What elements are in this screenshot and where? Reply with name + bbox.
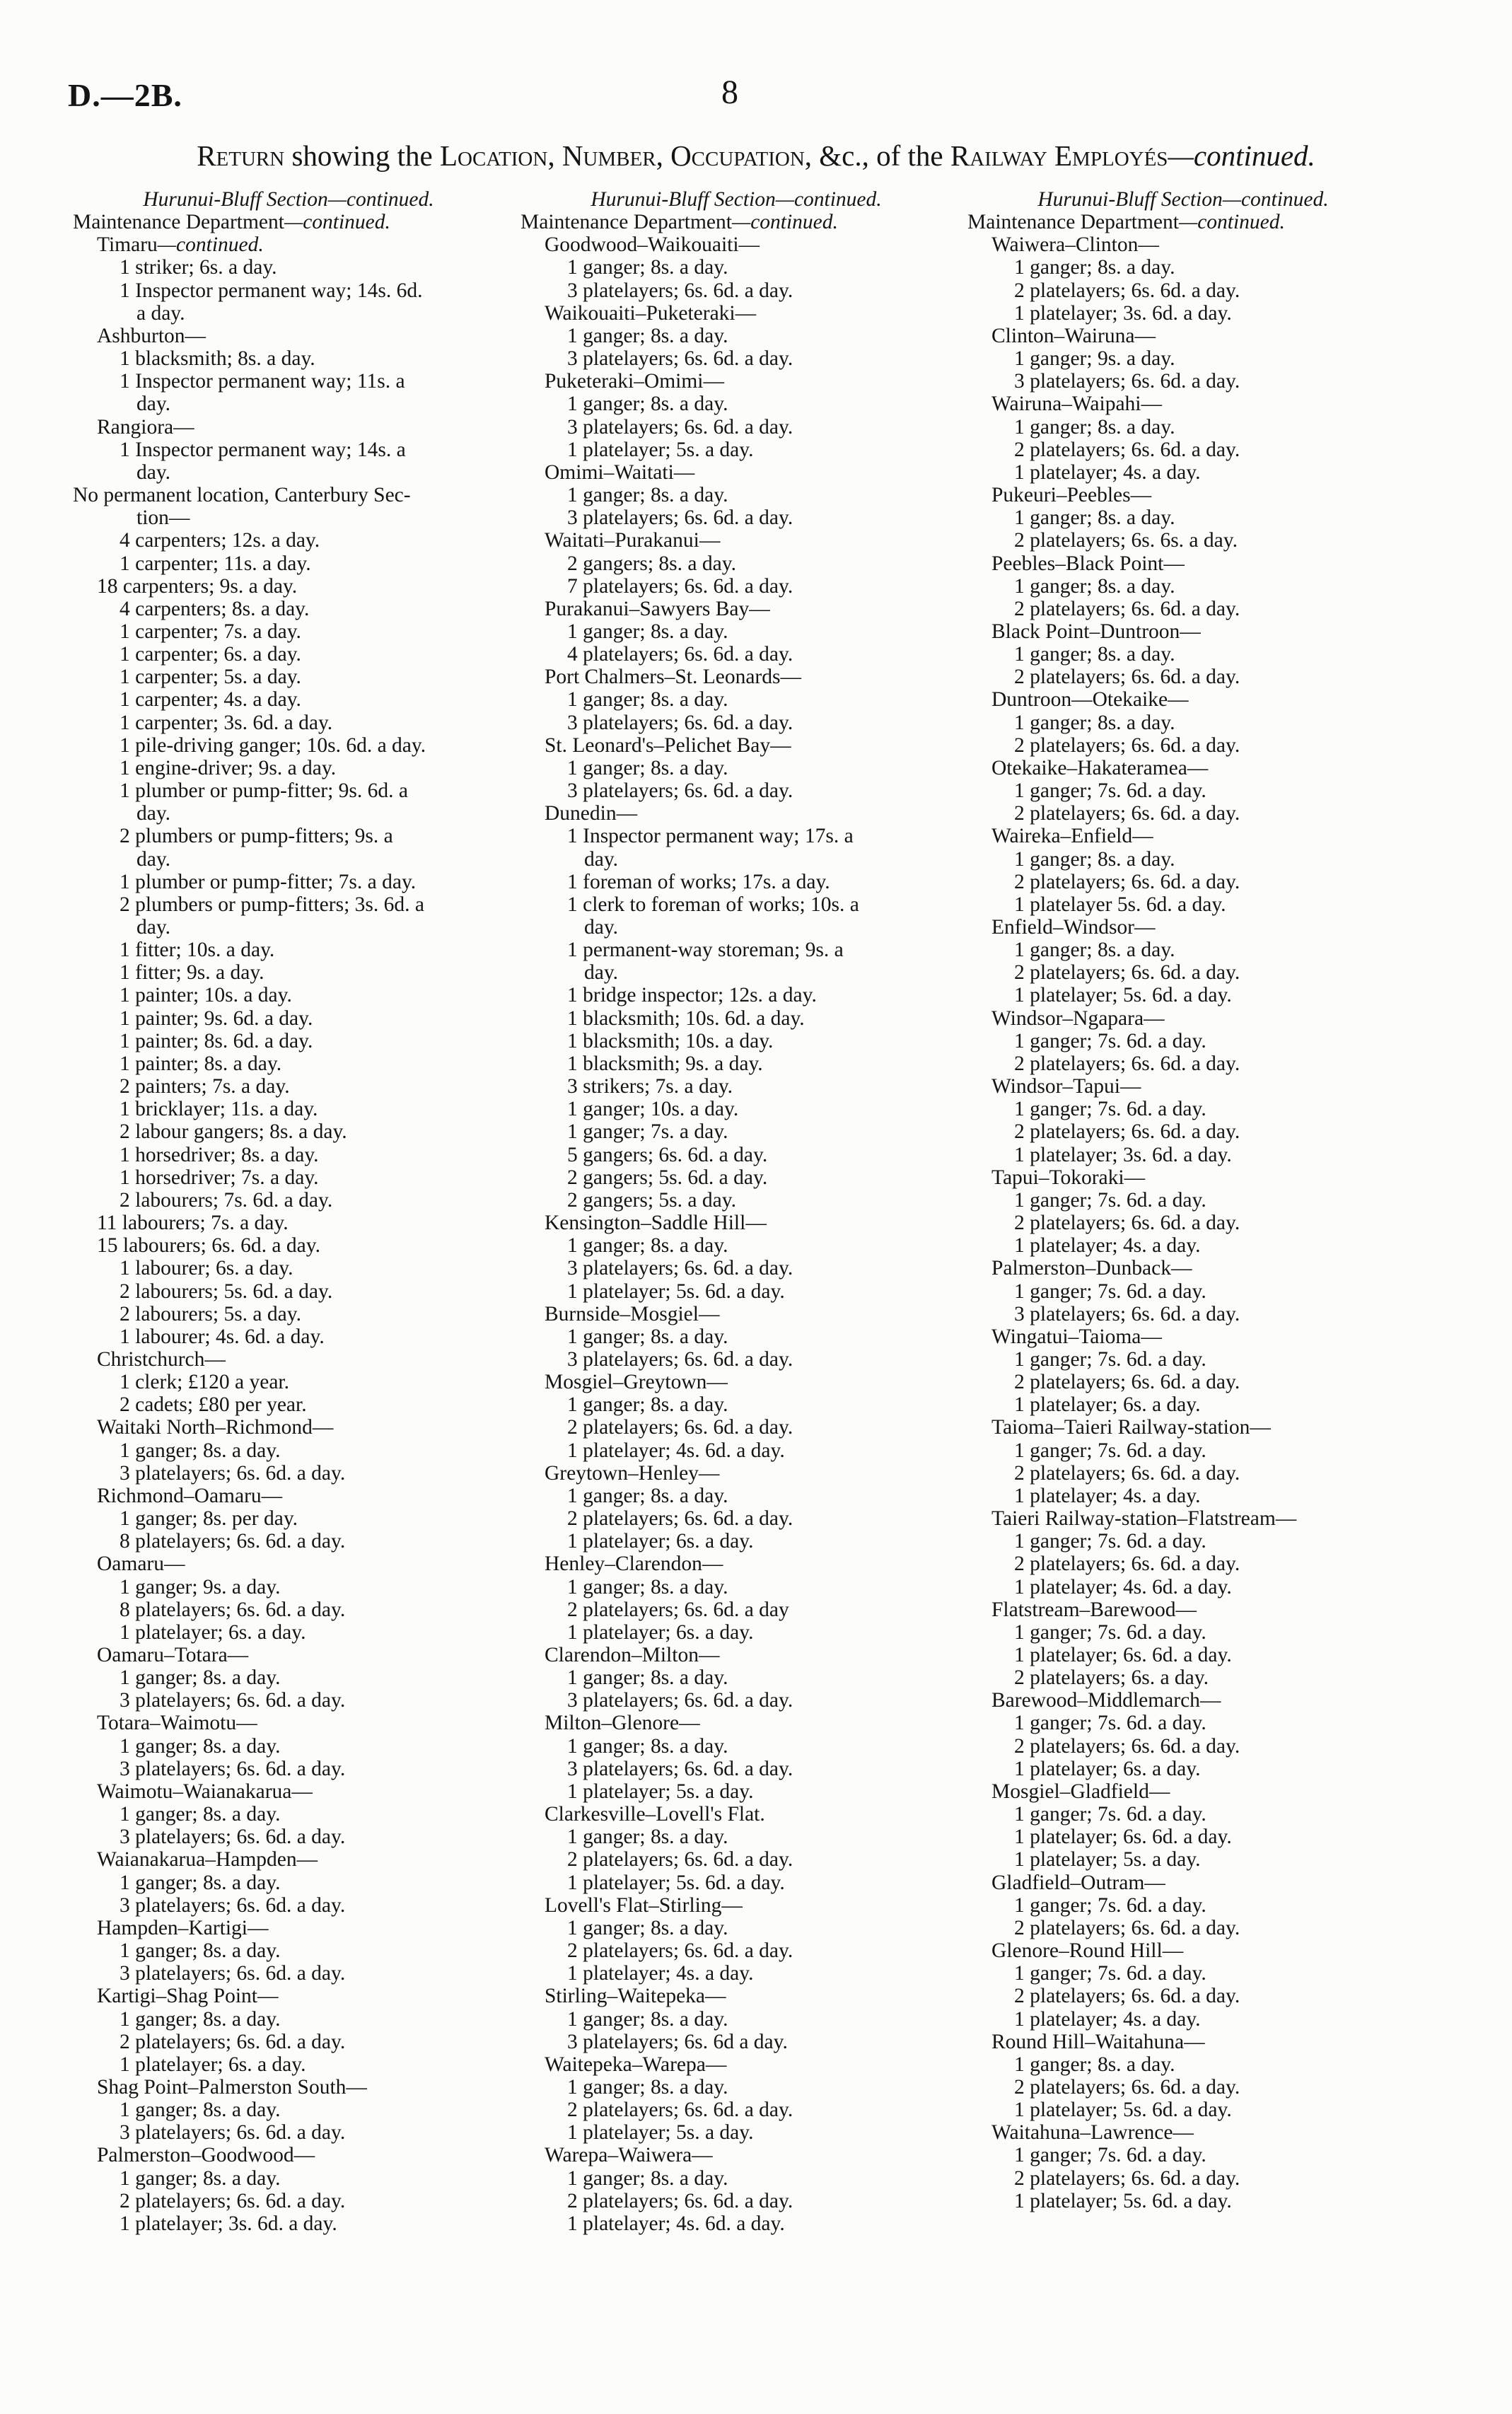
entry-line: 1 ganger; 8s. a day.	[120, 1871, 281, 1894]
entry-line: 3 platelayers; 6s. 6d. a day.	[567, 1757, 793, 1780]
section-heading: Hurunui-Bluff Section—continued.	[1037, 188, 1329, 211]
entry-line: 1 ganger; 7s. 6d. a day.	[1014, 1803, 1206, 1826]
entry-line: 1 carpenter; 4s. a day.	[120, 688, 301, 712]
entry-line: 1 ganger; 8s. a day.	[567, 324, 728, 347]
entry-line: 5 gangers; 6s. 6d. a day.	[567, 1143, 768, 1166]
location-heading: Gladfield–Outram—	[991, 1871, 1165, 1894]
entry-line: 1 blacksmith; 10s. a day.	[567, 1029, 774, 1052]
location-heading: Pukeuri–Peebles—	[991, 484, 1152, 507]
entry-line: 7 platelayers; 6s. 6d. a day.	[567, 574, 793, 598]
entry-line: 1 ganger; 10s. a day.	[567, 1098, 739, 1121]
entry-line: 1 platelayer; 5s. a day.	[567, 1780, 754, 1803]
location-heading: Waikouaiti–Puketeraki—	[545, 301, 757, 325]
entry-line: 1 carpenter; 11s. a day.	[120, 552, 311, 575]
entry-line: 1 bridge inspector; 12s. a day.	[567, 984, 817, 1007]
section-heading: Hurunui-Bluff Section—continued.	[143, 188, 434, 211]
location-heading: Black Point–Duntroon—	[991, 620, 1201, 643]
entry-line: 3 platelayers; 6s. 6d. a day.	[567, 1257, 793, 1280]
location-heading: Goodwood–Waikouaiti—	[545, 233, 760, 257]
location-heading: Totara–Waimotu—	[97, 1712, 257, 1735]
entry-line: 2 platelayers; 6s. 6d. a day.	[1014, 1553, 1240, 1576]
entry-line: 3 platelayers; 6s. 6d. a day.	[120, 1962, 346, 1985]
entry-line: 1 ganger; 8s. a day.	[567, 1325, 728, 1348]
entry-line: 1 ganger; 8s. a day.	[567, 1826, 728, 1849]
entry-line: 2 platelayers; 6s. 6d. a day.	[1014, 961, 1240, 985]
entry-line: 1 ganger; 8s. a day.	[1014, 939, 1175, 962]
entry-line: 3 platelayers; 6s. 6d. a day.	[567, 279, 793, 302]
location-heading: Kensington–Saddle Hill—	[545, 1212, 767, 1235]
location-heading: Waitaki North–Richmond—	[97, 1416, 334, 1439]
entry-line: 1 platelayer; 6s. 6d. a day.	[1014, 1644, 1232, 1666]
location-heading: Wairuna–Waipahi—	[991, 393, 1162, 416]
entry-line: 3 platelayers; 6s. 6d. a day.	[120, 1893, 346, 1917]
entry-line: 1 fitter; 10s. a day.	[120, 939, 275, 962]
title-text: ,	[547, 139, 562, 172]
location-heading: Enfield–Windsor—	[991, 916, 1156, 939]
section-heading: Hurunui-Bluff Section—continued.	[591, 188, 882, 211]
entry-line: 1 labourer; 6s. a day.	[120, 1257, 293, 1280]
entry-line: 2 labour gangers; 8s. a day.	[120, 1120, 347, 1144]
entry-line: 1 ganger; 8s. a day.	[567, 256, 728, 279]
entry-line: 2 platelayers; 6s. 6d. a day.	[120, 2030, 346, 2053]
location-heading: Rangiora—	[97, 415, 194, 439]
entry-line: 3 platelayers; 6s. 6d. a day.	[120, 1689, 346, 1712]
entry-line: 3 platelayers; 6s. 6d. a day.	[120, 1461, 346, 1485]
entry-line: 1 platelayer; 5s. a day.	[567, 438, 754, 461]
entry-line: 1 Inspector permanent way; 11s. a	[120, 370, 405, 393]
column-3	[967, 188, 1399, 2212]
entry-line: 1 ganger; 8s. a day.	[567, 484, 728, 507]
entry-line: 1 painter; 8s. a day.	[120, 1052, 282, 1075]
entry-line: 1 ganger; 8s. a day.	[567, 1393, 728, 1417]
entry-line: 2 platelayers; 6s. 6d. a day.	[1014, 802, 1240, 825]
entry-continuation: day.	[136, 802, 171, 825]
location-heading: Greytown–Henley—	[545, 1461, 720, 1485]
location-heading: 11 labourers; 7s. a day.	[97, 1212, 289, 1235]
location-heading: Shag Point–Palmerston South—	[97, 2075, 367, 2099]
title-text: showing the	[284, 139, 440, 172]
column-1	[73, 188, 504, 2235]
entry-line: 1 painter; 10s. a day.	[120, 984, 292, 1007]
entry-line: 1 ganger; 8s. a day.	[1014, 256, 1175, 279]
entry-line: 1 ganger; 7s. 6d. a day.	[1014, 1620, 1206, 1644]
entry-line: 2 gangers; 8s. a day.	[567, 552, 736, 575]
entry-line: 3 strikers; 7s. a day.	[567, 1075, 733, 1098]
entry-line: 1 permanent-way storeman; 9s. a	[567, 939, 844, 962]
entry-line: 3 platelayers; 6s. 6d. a day.	[567, 1347, 793, 1371]
location-heading: Windsor–Tapui—	[991, 1075, 1141, 1098]
entry-line: 1 ganger; 8s. a day.	[567, 688, 728, 712]
entry-line: 1 platelayer; 4s. a day.	[1014, 2007, 1201, 2031]
entry-continuation: day.	[136, 460, 171, 484]
entry-line: 1 ganger; 8s. a day.	[1014, 711, 1175, 734]
entry-line: 1 ganger; 8s. a day.	[1014, 415, 1175, 439]
entry-line: 1 engine-driver; 9s. a day.	[120, 756, 337, 779]
location-heading: Round Hill–Waitahuna—	[991, 2030, 1205, 2053]
entry-line: 2 platelayers; 6s. 6d. a day.	[1014, 1212, 1240, 1235]
location-heading: Tapui–Tokoraki—	[991, 1166, 1146, 1189]
location-heading: Palmerston–Goodwood—	[97, 2144, 315, 2167]
entry-line: 2 labourers; 5s. a day.	[120, 1302, 301, 1325]
location-heading: St. Leonard's–Pelichet Bay—	[545, 733, 791, 757]
entry-line: 1 striker; 6s. a day.	[120, 256, 277, 279]
entry-line: 1 platelayer; 6s. a day.	[1014, 1393, 1201, 1417]
entry-line: 3 platelayers; 6s. 6d. a day.	[120, 1757, 346, 1780]
entry-line: 1 clerk to foreman of works; 10s. a	[567, 893, 859, 916]
entry-continuation: day.	[584, 961, 619, 985]
entry-line: 1 blacksmith; 10s. 6d. a day.	[567, 1006, 805, 1030]
location-heading: Taioma–Taieri Railway-station—	[991, 1416, 1271, 1439]
entry-line: 8 platelayers; 6s. 6d. a day.	[120, 1598, 346, 1621]
entry-line: 1 ganger; 7s. 6d. a day.	[1014, 779, 1206, 803]
entry-line: 1 ganger; 8s. a day.	[120, 1734, 281, 1758]
entry-line: 2 platelayers; 6s. 6d. a day.	[1014, 733, 1240, 757]
entry-line: 1 Inspector permanent way; 17s. a	[567, 825, 854, 848]
location-heading: Port Chalmers–St. Leonards—	[545, 666, 801, 689]
entry-line: 1 plumber or pump-fitter; 9s. 6d. a	[120, 779, 409, 803]
entry-line: 2 platelayers; 6s. 6d. a day.	[1014, 2166, 1240, 2190]
location-heading: Mosgiel–Greytown—	[545, 1371, 728, 1394]
location-heading: Glenore–Round Hill—	[991, 1939, 1184, 1963]
entry-line: 1 platelayer; 6s. a day.	[567, 1530, 754, 1553]
entry-line: 3 platelayers; 6s. 6d. a day.	[567, 779, 793, 803]
page-title	[0, 139, 1512, 173]
title-continued: —continued.	[1168, 139, 1315, 172]
location-heading: Christchurch—	[97, 1347, 226, 1371]
entry-line: 1 platelayer; 5s. a day.	[1014, 1848, 1201, 1872]
entry-line: 1 platelayer; 4s. 6d. a day.	[567, 1439, 785, 1462]
entry-line: 1 ganger; 7s. 6d. a day.	[1014, 1279, 1206, 1303]
entry-line: 2 platelayers; 6s. 6d. a day.	[1014, 1461, 1240, 1485]
entry-line: 4 carpenters; 12s. a day.	[120, 529, 320, 552]
location-heading: Windsor–Ngapara—	[991, 1006, 1165, 1030]
title-word-location: Location	[440, 139, 548, 172]
entry-line: 2 platelayers; 6s. 6d. a day.	[1014, 1052, 1240, 1075]
entry-line: 1 platelayer; 4s. a day.	[1014, 460, 1201, 484]
entry-line: 1 ganger; 7s. 6d. a day.	[1014, 1962, 1206, 1985]
location-heading: Mosgiel–Gladfield—	[991, 1780, 1170, 1803]
document-code: D.—2B.	[68, 77, 182, 113]
entry-line: 1 ganger; 8s. a day.	[567, 1666, 728, 1690]
entry-line: 1 ganger; 8s. a day.	[567, 2075, 728, 2099]
location-heading: Burnside–Mosgiel—	[545, 1302, 720, 1325]
location-heading: Waitati–Purakanui—	[545, 529, 721, 552]
entry-line: 1 ganger; 8s. a day.	[567, 1484, 728, 1507]
location-heading: Flatstream–Barewood—	[991, 1598, 1197, 1621]
entry-line: 2 platelayers; 6s. 6d. a day.	[1014, 1734, 1240, 1758]
location-heading: Henley–Clarendon—	[545, 1553, 723, 1576]
entry-line: 2 platelayers; 6s. 6d. a day.	[1014, 666, 1240, 689]
entry-line: 3 platelayers; 6s. 6d. a day.	[567, 1689, 793, 1712]
title-word-number: Number	[562, 139, 656, 172]
entry-line: 1 ganger; 8s. a day.	[1014, 506, 1175, 530]
title-word-railway-employes: Railway Employés	[950, 139, 1168, 172]
entry-line: 1 ganger; 7s. a day.	[567, 1120, 728, 1144]
location-heading: Richmond–Oamaru—	[97, 1484, 283, 1507]
entry-line: 1 painter; 9s. 6d. a day.	[120, 1006, 313, 1030]
entry-line: 2 platelayers; 6s. 6d. a day.	[1014, 438, 1240, 461]
entry-line: 1 platelayer; 6s. a day.	[120, 1620, 306, 1644]
location-heading: Dunedin—	[545, 802, 638, 825]
entry-line: 4 carpenters; 8s. a day.	[120, 597, 310, 620]
page-number: 8	[721, 74, 738, 111]
entry-line: 1 horsedriver; 7s. a day.	[120, 1166, 319, 1189]
entry-continuation: day.	[136, 916, 171, 939]
entry-line: 1 fitter; 9s. a day.	[120, 961, 264, 985]
location-heading: Peebles–Black Point—	[991, 552, 1185, 575]
entry-line: 1 platelayer; 6s. a day.	[1014, 1757, 1201, 1780]
entry-line: 2 platelayers; 6s. 6d. a day.	[1014, 2075, 1240, 2099]
location-heading: Omimi–Waitati—	[545, 460, 695, 484]
entry-line: 2 platelayers; 6s. 6d. a day.	[567, 1939, 793, 1963]
entry-line: 1 ganger; 8s. a day.	[1014, 643, 1175, 666]
entry-line: 1 ganger; 9s. a day.	[120, 1575, 281, 1598]
entry-line: 1 ganger; 7s. 6d. a day.	[1014, 1712, 1206, 1735]
location-heading: Duntroon—Otekaike—	[991, 688, 1189, 712]
location-heading: Waitepeka–Warepa—	[545, 2053, 727, 2076]
entry-line: 1 ganger; 7s. 6d. a day.	[1014, 1188, 1206, 1212]
location-heading: Timaru—continued.	[97, 233, 264, 257]
entry-line: 2 gangers; 5s. a day.	[567, 1188, 736, 1212]
department-heading: Maintenance Department—continued.	[521, 211, 838, 234]
entry-line: 1 pile-driving ganger; 10s. 6d. a day.	[120, 733, 426, 757]
column-2	[521, 188, 952, 2235]
entry-line: 1 platelayer; 5s. 6d. a day.	[1014, 2189, 1232, 2212]
location-heading: Waitahuna–Lawrence—	[991, 2121, 1194, 2145]
entry-line: 1 Inspector permanent way; 14s. 6d.	[120, 279, 423, 302]
entry-continuation: day.	[584, 847, 619, 871]
location-heading: Ashburton—	[97, 324, 207, 347]
entry-line: 1 clerk; £120 a year.	[120, 1371, 290, 1394]
entry-line: 2 platelayers; 6s. 6d. a day.	[567, 2099, 793, 2122]
entry-continuation: day.	[584, 916, 619, 939]
entry-line: 1 platelayer; 4s. 6d. a day.	[1014, 1575, 1232, 1598]
location-heading: Warepa–Waiwera—	[545, 2144, 713, 2167]
entry-line: 1 ganger; 8s. a day.	[1014, 574, 1175, 598]
entry-line: 1 platelayer; 6s. 6d. a day.	[1014, 1826, 1232, 1849]
entry-line: 2 platelayers; 6s. 6s. a day.	[1014, 529, 1238, 552]
entry-line: 1 ganger; 7s. 6d. a day.	[1014, 2144, 1206, 2167]
location-heading: Waireka–Enfield—	[991, 825, 1153, 848]
entry-line: 1 carpenter; 6s. a day.	[120, 643, 301, 666]
entry-line: 1 ganger; 8s. a day.	[567, 1734, 728, 1758]
location-heading: 18 carpenters; 9s. a day.	[97, 574, 298, 598]
entry-line: 2 platelayers; 6s. 6d. a day.	[1014, 1985, 1240, 2008]
entry-line: 1 platelayer; 5s. a day.	[567, 2121, 754, 2145]
entry-line: 1 ganger; 7s. 6d. a day.	[1014, 1530, 1206, 1553]
location-heading: Wingatui–Taioma—	[991, 1325, 1162, 1348]
entry-line: 3 platelayers; 6s. 6d. a day.	[567, 415, 793, 439]
entry-line: 2 platelayers; 6s. 6d. a day.	[1014, 1120, 1240, 1144]
location-heading: Taieri Railway-station–Flatstream—	[991, 1507, 1297, 1531]
entry-line: 2 platelayers; 6s. 6d. a day.	[567, 2189, 793, 2212]
entry-line: 3 platelayers; 6s. 6d. a day.	[1014, 370, 1240, 393]
entry-line: 2 platelayers; 6s. 6d. a day.	[567, 1416, 793, 1439]
title-text: ,	[656, 139, 671, 172]
entry-line: 2 gangers; 5s. 6d. a day.	[567, 1166, 768, 1189]
entry-line: 1 platelayer; 4s. 6d. a day.	[567, 2212, 785, 2235]
entry-line: 1 plumber or pump-fitter; 7s. a day.	[120, 870, 417, 893]
entry-line: 1 blacksmith; 8s. a day.	[120, 347, 315, 371]
entry-line: 1 ganger; 8s. a day.	[120, 1939, 281, 1963]
location-heading: Oamaru—	[97, 1553, 185, 1576]
entry-line: 3 platelayers; 6s. 6d. a day.	[567, 711, 793, 734]
entry-line: 1 painter; 8s. 6d. a day.	[120, 1029, 313, 1052]
entry-line: 2 platelayers; 6s. 6d. a day.	[1014, 870, 1240, 893]
location-heading: Milton–Glenore—	[545, 1712, 700, 1735]
entry-line: 1 labourer; 4s. 6d. a day.	[120, 1325, 325, 1348]
entry-line: 1 ganger; 7s. 6d. a day.	[1014, 1893, 1206, 1917]
department-heading: Maintenance Department—continued.	[73, 211, 390, 234]
entry-line: 2 platelayers; 6s. 6d. a day.	[1014, 1371, 1240, 1394]
entry-line: 1 ganger; 8s. a day.	[120, 1666, 281, 1690]
location-heading: Lovell's Flat–Stirling—	[545, 1893, 743, 1917]
entry-continuation: day.	[136, 393, 171, 416]
entry-line: 1 foreman of works; 17s. a day.	[567, 870, 830, 893]
entry-line: 1 ganger; 7s. 6d. a day.	[1014, 1347, 1206, 1371]
entry-line: 1 ganger; 7s. 6d. a day.	[1014, 1439, 1206, 1462]
entry-line: 1 ganger; 8s. a day.	[567, 1575, 728, 1598]
entry-line: 2 painters; 7s. a day.	[120, 1075, 290, 1098]
entry-line: 1 platelayer; 3s. 6d. a day.	[120, 2212, 337, 2235]
title-text: , &c., of the	[804, 139, 950, 172]
entry-line: 1 ganger; 8s. a day.	[1014, 2053, 1175, 2076]
entry-line: 1 ganger; 8s. a day.	[567, 1234, 728, 1258]
location-heading: Clarendon–Milton—	[545, 1644, 720, 1666]
entry-line: 2 platelayers; 6s. 6d. a day.	[1014, 597, 1240, 620]
entry-line: 3 platelayers; 6s. 6d. a day.	[567, 506, 793, 530]
entry-line: 2 labourers; 7s. 6d. a day.	[120, 1188, 333, 1212]
entry-line: 1 carpenter; 3s. 6d. a day.	[120, 711, 333, 734]
entry-line: 1 platelayer; 6s. a day.	[120, 2053, 306, 2076]
entry-line: 2 plumbers or pump-fitters; 9s. a	[120, 825, 393, 848]
entry-line: 1 ganger; 8s. a day.	[120, 1803, 281, 1826]
entry-line: 1 ganger; 9s. a day.	[1014, 347, 1175, 371]
entry-line: 3 platelayers; 6s. 6d. a day.	[120, 1826, 346, 1849]
entry-line: 1 platelayer; 6s. a day.	[567, 1620, 754, 1644]
entry-line: 1 ganger; 8s. a day.	[567, 2166, 728, 2190]
entry-line: 3 platelayers; 6s. 6d. a day.	[120, 2121, 346, 2145]
entry-line: 2 platelayers; 6s. 6d. a day.	[120, 2189, 346, 2212]
entry-line: 1 ganger; 8s. a day.	[567, 393, 728, 416]
location-heading: Clinton–Wairuna—	[991, 324, 1156, 347]
entry-continuation: tion—	[136, 506, 190, 530]
entry-line: 1 ganger; 8s. a day.	[567, 756, 728, 779]
entry-line: 1 platelayer; 4s. a day.	[1014, 1484, 1201, 1507]
entry-line: 1 platelayer; 5s. 6d. a day.	[1014, 984, 1232, 1007]
entry-line: 2 platelayers; 6s. 6d. a day.	[1014, 279, 1240, 302]
entry-line: 3 platelayers; 6s. 6d a day.	[567, 2030, 788, 2053]
entry-line: 1 ganger; 8s. a day.	[120, 2166, 281, 2190]
entry-line: 2 platelayers; 6s. 6d. a day.	[567, 1848, 793, 1872]
entry-line: 3 platelayers; 6s. 6d. a day.	[1014, 1302, 1240, 1325]
entry-line: 1 platelayer; 4s. a day.	[1014, 1234, 1201, 1258]
entry-line: 1 platelayer; 4s. a day.	[567, 1962, 754, 1985]
entry-line: 1 ganger; 8s. a day.	[567, 1916, 728, 1939]
entry-line: 1 platelayer 5s. 6d. a day.	[1014, 893, 1226, 916]
location-heading: Palmerston–Dunback—	[991, 1257, 1192, 1280]
entry-line: 1 ganger; 8s. a day.	[120, 2099, 281, 2122]
entry-continuation: day.	[136, 847, 171, 871]
entry-continuation: a day.	[136, 301, 185, 325]
entry-line: 2 labourers; 5s. 6d. a day.	[120, 1279, 333, 1303]
entry-line: 3 platelayers; 6s. 6d. a day.	[567, 347, 793, 371]
entry-line: 2 platelayers; 6s. 6d. a day	[567, 1598, 789, 1621]
entry-line: 1 blacksmith; 9s. a day.	[567, 1052, 763, 1075]
location-heading: Stirling–Waitepeka—	[545, 1985, 726, 2008]
department-heading: Maintenance Department—continued.	[967, 211, 1285, 234]
entry-line: 1 ganger; 8s. per day.	[120, 1507, 298, 1531]
entry-line: 2 plumbers or pump-fitters; 3s. 6d. a	[120, 893, 424, 916]
entry-line: 2 platelayers; 6s. 6d. a day.	[1014, 1916, 1240, 1939]
entry-line: 8 platelayers; 6s. 6d. a day.	[120, 1530, 346, 1553]
location-heading: Waianakarua–Hampden—	[97, 1848, 318, 1872]
location-heading: Purakanui–Sawyers Bay—	[545, 597, 770, 620]
location-heading: Clarkesville–Lovell's Flat.	[545, 1803, 765, 1826]
entry-line: 2 platelayers; 6s. 6d. a day.	[567, 1507, 793, 1531]
entry-line: 1 ganger; 8s. a day.	[567, 620, 728, 643]
entry-line: 1 platelayer; 5s. 6d. a day.	[567, 1871, 785, 1894]
entry-line: 1 ganger; 7s. 6d. a day.	[1014, 1029, 1206, 1052]
entry-line: 1 platelayer; 5s. 6d. a day.	[1014, 2099, 1232, 2122]
location-heading: Otekaike–Hakateramea—	[991, 756, 1209, 779]
location-heading: Waiwera–Clinton—	[991, 233, 1159, 257]
entry-line: 1 ganger; 8s. a day.	[567, 2007, 728, 2031]
title-word-return: Return	[197, 139, 285, 172]
entry-line: 1 bricklayer; 11s. a day.	[120, 1098, 318, 1121]
entry-line: 1 platelayer; 5s. 6d. a day.	[567, 1279, 785, 1303]
entry-line: 1 horsedriver; 8s. a day.	[120, 1143, 319, 1166]
location-heading: Waimotu–Waianakarua—	[97, 1780, 313, 1803]
entry-line: 1 ganger; 8s. a day.	[120, 1439, 281, 1462]
title-word-occupation: Occupation	[670, 139, 805, 172]
location-heading: Barewood–Middlemarch—	[991, 1689, 1221, 1712]
entry-line: 1 Inspector permanent way; 14s. a	[120, 438, 406, 461]
entry-line: 2 platelayers; 6s. a day.	[1014, 1666, 1209, 1690]
entry-line: 1 carpenter; 5s. a day.	[120, 666, 301, 689]
location-heading: Oamaru–Totara—	[97, 1644, 249, 1666]
entry-line: 4 platelayers; 6s. 6d. a day.	[567, 643, 793, 666]
location-heading: Kartigi–Shag Point—	[97, 1985, 279, 2008]
location-heading: 15 labourers; 6s. 6d. a day.	[97, 1234, 320, 1258]
entry-line: 1 platelayer; 3s. 6d. a day.	[1014, 301, 1232, 325]
entry-line: 2 cadets; £80 per year.	[120, 1393, 307, 1417]
entry-line: 1 platelayer; 3s. 6d. a day.	[1014, 1143, 1232, 1166]
department-heading: No permanent location, Canterbury Sec-	[73, 484, 411, 507]
entry-line: 1 ganger; 8s. a day.	[120, 2007, 281, 2031]
location-heading: Puketeraki–Omimi—	[545, 370, 724, 393]
entry-line: 1 ganger; 7s. 6d. a day.	[1014, 1098, 1206, 1121]
entry-line: 1 carpenter; 7s. a day.	[120, 620, 301, 643]
entry-line: 1 ganger; 8s. a day.	[1014, 847, 1175, 871]
location-heading: Hampden–Kartigi—	[97, 1916, 269, 1939]
